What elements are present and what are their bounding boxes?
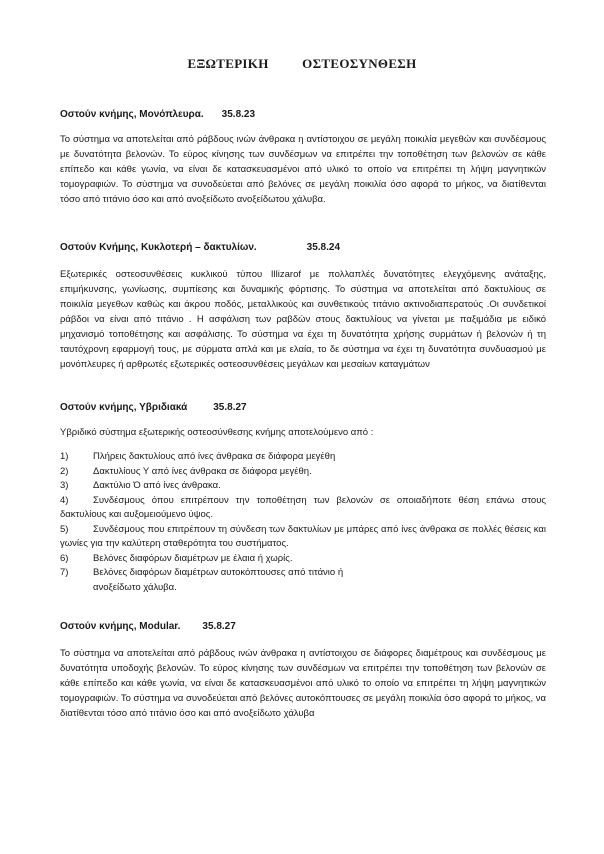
section-monoplevra [60,109,546,207]
section-intro: Υβριδικό σύστημα εξωτερικής οστεοσύνθεσης κνήμης αποτελούμενο από : [60,427,374,438]
section-heading [60,242,546,253]
list-item: 5) Συνδέσμους που επιτρέπουν τη σύνδεση των δακτυλίων με μπάρες από ίνες άνθρακα σε πολλές θέσεις και γωνίες για την καλύτερη σταθερότητα του συστήματος. [60,523,546,549]
section-text: Το σύστημα να αποτελείται από ράβδους ινών άνθρακα η αντίστοιχου σε διάφορες διαμέτρους και συνδέσμους με δυνατότητα υποδοχής βελονών. Το εύρος κίνησης των συνδέσμων να επιτρέπει την τοποθέτηση των βελονών σε κάθε επίπεδο και κάθε γωνία, να είναι δε κατασκευασμένοι από υλικό το οποίο να επιτρέπει τη λήψη μαγνητικών τομογραφιών. Το σύστημα να συνοδεύεται από βελόνες αυτοκόπτουσες σε μεγάλη ποικιλία όσο αφορά το μήκος, να διατίθενται τόσο από τιτάνιο όσο και από ανοξείδωτο χάλυβα [60,648,546,719]
list-item: 6) Βελόνες διαφόρων διαμέτρων με έλαια ή χωρίς. [60,552,293,564]
section-heading [60,109,546,120]
section-kykloteri [60,242,546,372]
section-heading [60,402,546,413]
list-item: 7) Βελόνες διαφόρων διαμέτρων αυτοκόπτουσες από τιτάνιο ή ανοξείδωτο χάλυβα. [60,567,344,593]
list-item: 1) Πλήρεις δακτυλίους από ίνες άνθρακα σε διάφορα μεγέθη [60,451,336,462]
section-heading [60,621,546,632]
section-code: 35.8.27 [213,402,247,413]
list-item: 3) Δακτύλιο Ό από ίνες άνθρακα. [60,480,221,491]
section-text: Εξωτερικές οστεοσυνθέσεις κυκλικού τύπου Illizarof με πολλαπλές δυνατότητες ελεγχόμενης ανάταξης, επιμήκυνσης, γωνίωσης, συμπίεσης και δυναμικής φόρτισης. Το σύστημα να αποτελείται από δακτυλίους σε ποικιλία μεγεθων καθώς και άκρου ποδός, μεταλλικούς και συνθετικούς τιτάνιο ακτινοδιαπερατούς .Οι συνδετικοί ράβδοι να είναι από τιτάνιο . Η ασφάλιση των ραβδών στους δακτυλίους να γίνεται με παξιμάδια με ειδικό μηχανισμό τοποθέτησης και ασφάλισης. Το σύστημα να έχει τη δυνατότητα χρήσης συρμάτων ή βελονών ή τη ταυτόχρονη εφαρμογή τους, με σύρματα απλά και με ελαία, το δε σύστημα να έχει τη δυνατότητα συνδυασμού με μονόπλευρες ή αρθρωτές εξωτερικές οστεοσυνθέσεις μεγάλων και μεσαίων καταγμάτων [60,269,546,370]
section-modular [60,621,546,721]
section-heading-text: Οστούν κνήμης, Υβριδιακά [60,402,188,413]
list-item: 2) Δακτυλίους Υ από ίνες άνθρακα σε διάφορα μεγέθη. [60,465,312,477]
components-list [60,450,546,595]
document-title: ΕΞΩΤΕΡΙΚΗ ΟΣΤΕΟΣΥΝΘΕΣΗ [187,56,417,71]
section-heading-text: Οστούν Κνήμης, Κυκλοτερή – δακτυλίων. [60,242,257,253]
section-yvridiaka [60,402,546,595]
list-item: 4) Συνδέσμους όπου επιτρέπουν την τοποθέτηση των βελονών σε οποιαδήποτε θέση επάνω στους δακτυλίους και αυξομειούμενο ύψος. [60,494,546,520]
section-code: 35.8.23 [221,109,256,120]
section-heading-text: Οστούν κνήμης, Μονόπλευρα. [60,109,204,120]
section-heading-text: Οστούν κνήμης, Modular. [60,621,181,632]
section-text: Το σύστημα να αποτελείται από ράβδους ινών άνθρακα η αντίστοιχου σε μεγάλη ποικιλία μεγεθών και συνδέσμους με δυνατότητα βελονών. Το εύρος κίνησης των συνδέσμων να επιτρέπει την τοποθέτηση των βελονών σε κάθε επίπεδο και κάθε γωνία, να είναι δε κατασκευασμένοι από υλικό το οποίο να επιτρέπει τη λήψη μαγνητικών τομογραφιών. Το σύστημα να συνοδεύεται από βελόνες σε μεγάλη ποικιλία όσο αφορά το μήκος, να διατίθενται τόσο από τιτάνιο όσο και από ανοξείδωτο ανοξείδωτου χάλυβα. [60,134,546,205]
section-code: 35.8.27 [202,621,236,632]
section-code: 35.8.24 [306,242,341,253]
